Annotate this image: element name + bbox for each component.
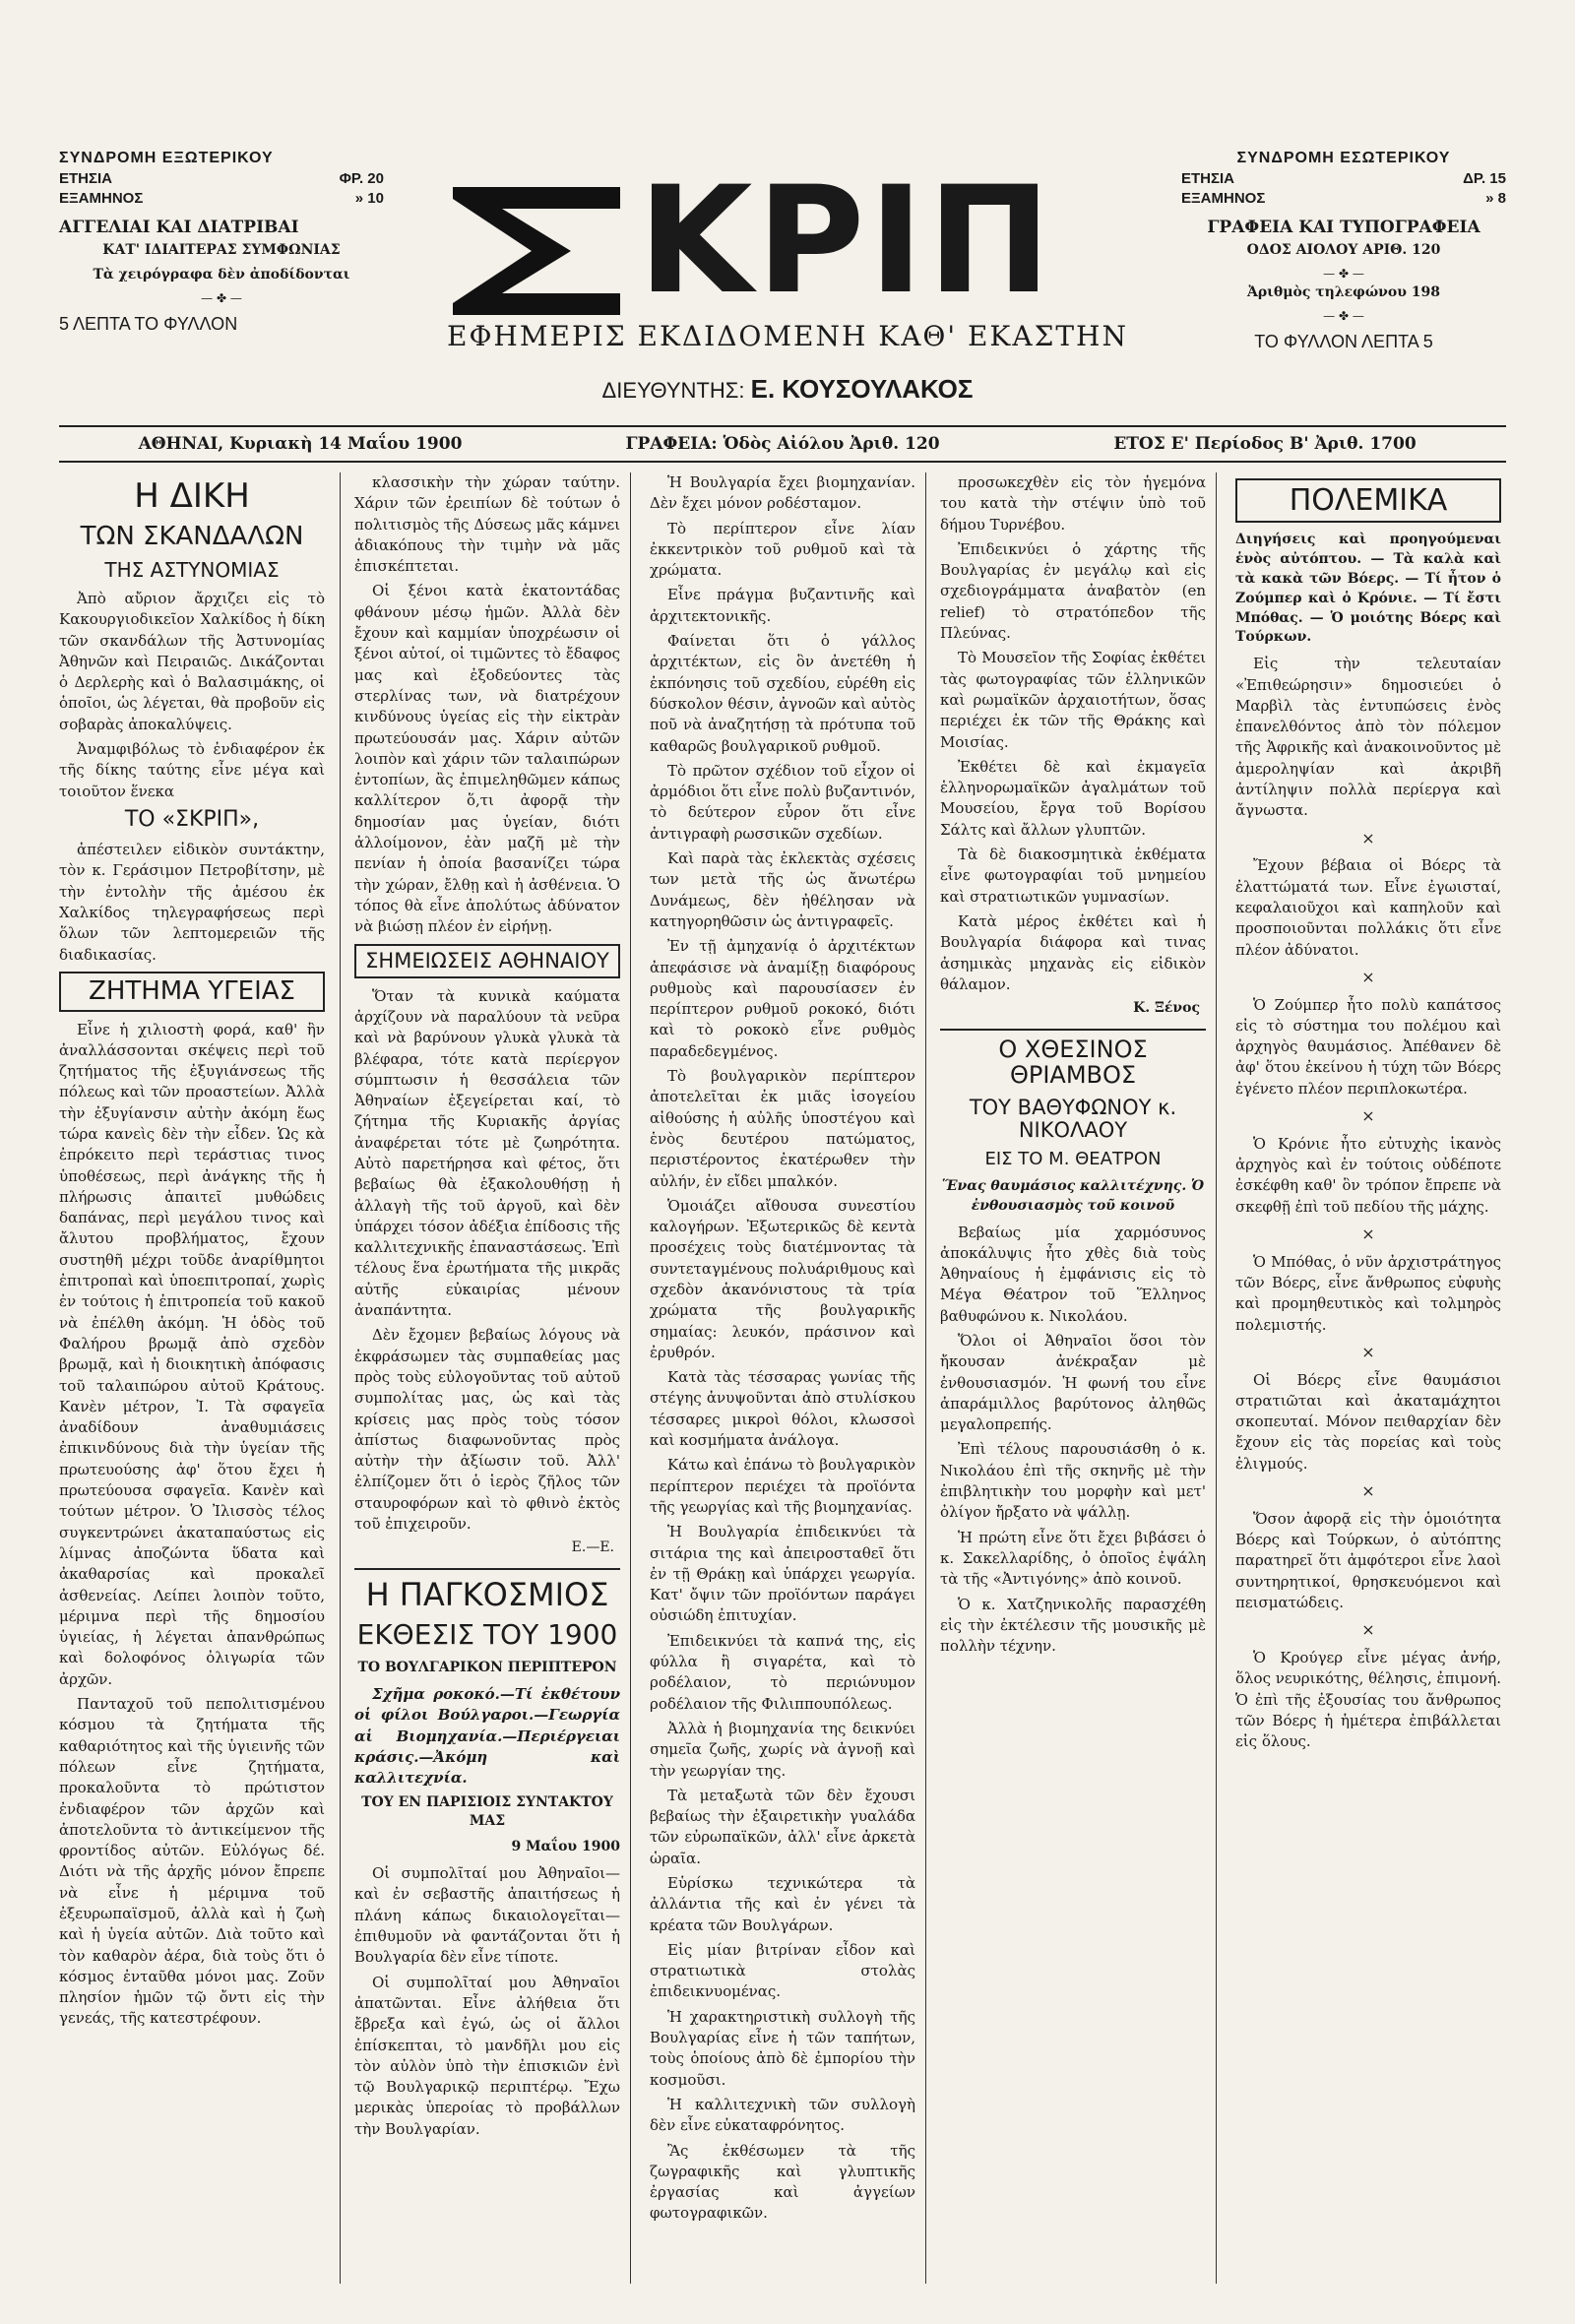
column-5 xyxy=(1235,472,1501,2303)
paragraph: Ὁ Κρόνιε ἦτο εὐτυχὴς ἱκανὸς ἀρχηγὸς καὶ ἐν τούτοις οὐδέποτε ἐσκέφθη καθ' ὃν τρόπον ἔπρεπε νὰ σκεφθῇ ἐπὶ τοῦ πεδίου τῆς μάχης. xyxy=(1235,1134,1501,1216)
paragraph: Ἐπιδεικνύει ὁ χάρτης τῆς Βουλγαρίας ἐν μεγάλῳ καὶ εἰς σχεδιογράμματα ἀναβατὸν (en relief) τὸ στρατόπεδον τῆς Πλεύνας. xyxy=(940,539,1206,643)
paragraph: Ἔχουν βέβαια οἱ Βόερς τὰ ἐλαττώματά των. Εἶνε ἐγωισταί, κεφαλαιοῦχοι καὶ καπηλοῦν καὶ προσποιοῦνται πολλάκις ὅτι εἶνε πλέον ἀδύνατοι. xyxy=(1235,856,1501,959)
paragraph: Ἐκθέτει δὲ καὶ ἐκμαγεῖα ἑλληνορωμαϊκῶν ἀγαλμάτων τοῦ Μουσείου, ἔργα τοῦ Βορίσου Σάλτς καὶ ἄλλων γλυπτῶν. xyxy=(940,757,1206,839)
ornament-divider-right: — ✤ — xyxy=(1323,266,1364,281)
paragraph: Ἡ Βουλγαρία ἔχει βιομηχανίαν. Δὲν ἔχει μόνον ροδέσταμον. xyxy=(650,473,915,513)
headline-trial: Η ΔΙΚΗ xyxy=(134,476,250,516)
article-columns xyxy=(59,472,1506,2303)
section-cross: × xyxy=(1361,967,1375,986)
column-rule xyxy=(1216,472,1217,2284)
paragraph: Ὁ Μπόθας, ὁ νῦν ἀρχιστράτηγος τῶν Βόερς, εἶνε ἄνθρωπος εὐφυὴς καὶ προμηθευτικὸς καὶ τολμηρὸς πολεμιστής. xyxy=(1235,1252,1501,1334)
paragraph: Εἶνε πράγμα βυζαντινῆς καὶ ἀρχιτεκτονικῆς. xyxy=(650,586,915,625)
paragraph: Εὑρίσκω τεχνικώτερα τὰ ἀλλάντια τῆς καὶ ἐν γένει τὰ κρέατα τῶν Βουλγάρων. xyxy=(650,1874,915,1934)
left-price: 5 ΛΕΠΤΑ ΤΟ ΦΥΛΛΟΝ xyxy=(59,314,238,334)
paragraph: ἀπέστειλεν εἰδικὸν συντάκτην, τὸν κ. Γεράσιμον Πετροβίτσην, μὲ τὴν ἐντολὴν τῆς ἀμέσου ἐκ Χαλκίδος τηλεγραφήσεως περὶ ὅλων τῶν λεπτομερειῶν τῆς διαδικασίας. xyxy=(59,841,325,964)
column-1 xyxy=(59,472,325,2303)
issue-date: ΑΘΗΝΑΙ, Κυριακὴ 14 Μαΐου 1900 xyxy=(138,434,463,454)
paragraph: Φαίνεται ὅτι ὁ γάλλος ἀρχιτέκτων, εἰς ὃν ἀνετέθη ἡ ἐκπόνησις τοῦ σχεδίου, εὑρέθη εἰς δύσκολον θέσιν, ἀγνοῶν καὶ αὐτὸς ποῦ νὰ ἀναζητήσῃ τὰ πρότυπα τοῦ καθαρῶς βουλγαρικοῦ ρυθμοῦ. xyxy=(650,632,915,755)
paragraph: Ἡ Βουλγαρία ἐπιδεικνύει τὰ σιτάρια της καὶ ἀπειροσταθεῖ ὅτι ἐν τῇ Θράκῃ καὶ ὑπάρχει γεωργία. Κατ' ὄψιν τῶν προϊόντων παράγει οὐσιώδη ἐπιτυχίαν. xyxy=(650,1523,915,1625)
paragraph: Δὲν ἔχομεν βεβαίως λόγους νὰ ἐκφράσωμεν τὰς συμπαθείας μας πρὸς τοὺς εὐλογοῦντας τοῦ αὐτοῦ συμπολίτας μας, ὡς καὶ τὰς κρίσεις μας πρὸς τοὺς τόσον ἀπίστως διαφωνοῦντας πρὸς αὐτὴν τὴν ἀξίωσιν τοῦ. Ἀλλ' ἐλπίζομεν ὅτι ὁ ἱερὸς ζῆλος τῶν σταυροφόρων καὶ τὸ φθινὸ ἐκτὸς τοῦ ἐπιχειροῦν. xyxy=(354,1326,620,1534)
logo-title: ΚΡΙΠ xyxy=(638,156,1055,327)
subhead-skrip: ΤΟ «ΣΚΡΙΠ», xyxy=(124,806,260,832)
domestic-halfyear-row: ΕΞΑΜΗΝΟΣ » 8 xyxy=(1181,189,1506,207)
column-3 xyxy=(650,472,915,2303)
paragraph: Τὰ μεταξωτὰ τῶν δὲν ἔχουσι βεβαίως τὴν ἐξαιρετικὴν γυαλάδα τῶν εὐρωπαϊκῶν, ἀλλ' εἶνε ἀρκετὰ ὡραῖα. xyxy=(650,1786,915,1867)
section-cross: × xyxy=(1361,1106,1375,1126)
paragraph: Ὅλοι οἱ Ἀθηναῖοι ὅσοι τὸν ἤκουσαν ἀνέκραξαν μὲ ἐνθουσιασμόν. Ἡ φωνή του εἶνε ἀπαράμιλλος βαρύτονος ἀληθῶς μεγαλοπρεπής. xyxy=(940,1332,1206,1434)
paragraph: Ἀπὸ αὔριον ἄρχιζει εἰς τὸ Κακουργιοδικεῖον Χαλκίδος ἡ δίκη τῶν σκανδάλων τῆς Ἀστυνομίας Ἀθηνῶν καὶ Πειραιῶς. Δικάζονται ὁ Δερλερὴς καὶ ὁ Βαλασιμάκης, οἱ ὁποῖοι, ὡς λέγεται, θὰ προβοῦν εἰς σοβαρὰς ἀποκαλύψεις. xyxy=(59,589,325,733)
subhead-artist: Ἕνας θαυμάσιος καλλιτέχνης. Ὁ ἐνθουσιασμὸς τοῦ κοινοῦ xyxy=(941,1177,1205,1214)
headline-police: ΤΗΣ ΑΣΤΥΝΟΜΙΑΣ xyxy=(104,557,280,582)
section-cross: × xyxy=(1361,828,1375,848)
correspondent-date: 9 Μαΐου 1900 xyxy=(511,1839,620,1855)
column-2 xyxy=(354,472,620,2303)
ornament-divider: — ✤ — xyxy=(201,290,242,305)
paragraph: Ὁ κ. Χατζηνικολῆς παρασχέθη εἰς τὴν ἐκτέλεσιν τῆς μουσικῆς μὲ πολλὴν τέχνην. xyxy=(940,1595,1206,1656)
ads-subheading: ΚΑΤ' ΙΔΙΑΙΤΕΡΑΣ ΣΥΜΦΩΝΙΑΣ xyxy=(102,242,341,259)
foreign-halfyear-row: ΕΞΑΜΗΝΟΣ » 10 xyxy=(59,189,384,207)
headline-health-issue: ΖΗΤΗΜΑ ΥΓΕΙΑΣ xyxy=(59,972,325,1012)
paragraph: Ἀλλὰ ἡ βιομηχανία της δεικνύει σημεῖα ζωῆς, χωρίς νὰ ἀγνοῇ καὶ τὴν γεωργίαν της. xyxy=(650,1719,915,1780)
ornament-divider-right-2: — ✤ — xyxy=(1323,309,1364,323)
ads-heading: ΑΓΓΕΛΙΑΙ ΚΑΙ ΔΙΑΤΡΙΒΑΙ xyxy=(59,218,299,238)
paragraph: Τὸ περίπτερον εἶνε λίαν ἐκκεντρικὸν τοῦ ρυθμοῦ καὶ τὰ χρώματα. xyxy=(650,519,915,580)
paragraph: Ἐπὶ τέλους παρουσιάσθη ὁ κ. Νικολάου ἐπὶ τῆς σκηνῆς μὲ τὴν ἐπιβλητικὴν του μορφὴν καὶ μετ' ὀλίγον ἤρξατο νὰ ψάλλῃ. xyxy=(940,1440,1206,1522)
director-line: ΔΙΕΥΘΥΝΤΗΣ: Ε. ΚΟΥΣΟΥΛΑΚΟΣ xyxy=(601,374,974,404)
paragraph: Τὸ πρῶτον σχέδιον τοῦ εἶχον οἱ ἀρμόδιοι ὅτι εἶνε πολὺ βυζαντινόν, τὸ δεύτερον εὗρον ὅτι εἶνε ἀντιγραφὴ ρωσσικῶν σχεδίων. xyxy=(650,761,915,843)
paragraph: Εἶνε ἡ χιλιοστὴ φορά, καθ' ἣν ἀναλλάσσονται σκέψεις περὶ τοῦ ζητήματος τῆς ἐξυγιάνσεως τῆς πόλεως καὶ τῶν προαστείων. Ἀλλὰ τὴν ἐξυγίανσιν αὐτὴν ἀκόμη ἕως τώρα κανεὶς δὲν τὴν εἶδεν. Ὡς κὰ ἐπρόκειτο περὶ τεράστιας τινος ὑποθέσεως, περὶ ἀνάγκης τῆς ἡ πλήρωσις ἀπαιτεῖ μυθώδεις δαπάνας, περὶ μεγάλου τινος καὶ ἄλυτου προβλήματος, ἔχουν συστηθῆ μέχρι τοῦδε ἀναρίθμητοι ἐπιτροπαὶ καὶ ὑποεπιτροπαί, χωρὶς ἐν τούτοις ἡ ἐπιτροπεία τοῦ κακοῦ νὰ ἐπέλθη ἀκόμη. Ἡ ὁδὸς τοῦ Φαλήρου βρωμᾷ ἀπὸ σχεδὸν βρωμᾷ, καὶ ἡ διοικητικὴ ἀπόφασις τοῦ ταλαιπώρου αὐτοῦ Κράτους. Κανὲν μέτρον, Ἰ. Τὰ σφαγεῖα ἀναδίδουν ἀναθυμιάσεις ἐπικινδύνους διὰ τὴν ὑγείαν τῆς πρωτευούσης ἀφ' ὅτου ἔχει ἡ πρωτεύουσα σφαγεῖα. Κανὲν καὶ τούτων μέτρον. Ὁ Ἰλισσὸς τέλος συγκεντρώνει ἀκαταπαύστως εἰς λίμνας ἀποζώντα ὕδατα καὶ ἀκαθαρσίας καὶ προκαλεῖ ἀσθενείας. Λείπει λοιπὸν τοῦτο, μέριμνα περὶ τῆς δημοσίου ὑγιείας, ἡ λέγεται ἀπανθρώπως καὶ δολοφόνος ὀλιγωρία τῶν ἀρχῶν. xyxy=(59,1020,325,1688)
paragraph: Βεβαίως μία χαρμόσυνος ἀποκάλυψις ἦτο χθὲς διὰ τοὺς Ἀθηναίους ἡ ἐμφάνισις εἰς τὸ Μέγα Θέατρον τοῦ Ἕλληνος βαθυφώνου κ. Νικολάου. xyxy=(940,1223,1206,1325)
paragraph: κλασσικὴν τὴν χώραν ταύτην. Χάριν τῶν ἐρειπίων δὲ τούτων ὁ πολιτισμὸς τῆς Δύσεως μᾶς κάμνει ἀδιακόπους τὴν τιμὴν νὰ μᾶς ἐπισκέπτεται. xyxy=(354,473,620,576)
paragraph: προσωκεχθὲν εἰς τὸν ἡγεμόνα του κατὰ τὴν στέψιν ὑπὸ τοῦ δήμου Τυρνέβου. xyxy=(940,473,1206,534)
paragraph: Ἂς ἐκθέσωμεν τὰ τῆς ζωγραφικῆς καὶ γλυπτικῆς ἐργασίας καὶ ἀγγείων φωτογραφικῶν. xyxy=(650,2141,915,2223)
subhead-bulgarian-pavilion: ΤΟ ΒΟΥΛΓΑΡΙΚΟΝ ΠΕΡΙΠΤΕΡΟΝ xyxy=(357,1660,617,1676)
paragraph: Οἱ συμπολῖταί μου Ἀθηναῖοι—καὶ ἐν σεβαστῆς ἀπαιτήσεως ἡ πλάνη κάπως δικαιολογεῖται—ἐπιθυμοῦν νὰ φαντάζονται ὅτι ἡ Βουλγαρία δὲν εἶνε τίποτε. xyxy=(354,1864,620,1967)
headline-scandals: ΤΩΝ ΣΚΑΝΔΑΛΩΝ xyxy=(80,522,304,552)
headline-triumph: Ο ΧΘΕΣΙΝΟΣ ΘΡΙΑΜΒΟΣ xyxy=(940,1029,1206,1089)
section-cross: × xyxy=(1361,1224,1375,1243)
paragraph: Τὸ βουλγαρικὸν περίπτερον ἀποτελεῖται ἐκ μιᾶς ἰσογείου αἰθούσης ἡ αὐλῆς ὑποστέγου καὶ ἑνὸς δευτέρου πατώματος, περιστέροντος ἐκατέρωθεν τὴν αὐλήν, ἐν εἴδει μπαλκόν. xyxy=(650,1067,915,1190)
paragraph: Οἱ ξένοι κατὰ ἑκατοντάδας φθάνουν μέσῳ ἡμῶν. Ἀλλὰ δὲν ἔχουν καὶ καμμίαν ὑποχρέωσιν οἱ ξένοι αὐτοί, οἱ τιμῶντες τὸ ἔδαφος μας καὶ ἐξοδεύοντες τὰς στερλίνας των, νὰ διατρέχουν κινδύνους ὑγείας εἰς τὴν εἰκτρὰν πρωτεύουσάν μας. Χάριν αὐτῶν λοιπὸν καὶ χάριν τῶν ταλαιπώρων ἐντοπίων, ἂς ἐπιμεληθῶμεν κάπως καλλίτερον ὅ,τι ἀφορᾷ τὴν δημοσίαν μας ὑγείαν, διότι ἀλλοίμονον, ἐὰν μαζῆ μὲ τὴν πενίαν ἡ ὁποία βασανίζει τώρα τὴν χώραν, ἔλθῃ καὶ ἡ ἀσθένεια. Ὁ τόπος θὰ εἶνε ἀπολύτως ἀδύνατον νὰ βιώσῃ πλέον ἐν εἰρήνῃ. xyxy=(354,582,620,936)
paragraph: Τὸ Μουσεῖον τῆς Σοφίας ἐκθέτει τὰς φωτογραφίας τῶν ἑλληνικῶν καὶ ρωμαϊκῶν ἀρχαιοτήτων, ὅσας περιέχει ἐκ τῶν τῆς Θράκης καὶ Μοισίας. xyxy=(940,649,1206,751)
signature: Ε.—Ε. xyxy=(571,1539,614,1556)
right-price: ΤΟ ΦΥΛΛΟΝ ΛΕΠΤΑ 5 xyxy=(1254,332,1433,352)
paragraph: Κάτω καὶ ἐπάνω τὸ βουλγαρικὸν περίπτερον περιέχει τὰ προϊόντα τῆς γεωργίας καὶ τῆς βιομηχανίας. xyxy=(650,1456,915,1516)
paragraph: Εἰς τὴν τελευταίαν «Ἐπιθεώρησιν» δημοσιεύει ὁ Μαρβὶλ τὰς ἐντυπώσεις ἑνὸς ἐπανελθόντος ἀπὸ τὸν πόλεμον τῆς Ἀφρικῆς καὶ ἀνακοινοῦντος μὲ ἀμεροληψίαν καὶ ἀκριβῆ ἀντίληψιν πολλὰ περίεργα καὶ ἄγνωστα. xyxy=(1235,655,1501,820)
paragraph: Ἡ χαρακτηριστικὴ συλλογὴ τῆς Βουλγαρίας εἶνε ἡ τῶν ταπήτων, τοὺς ὁποίους ἀπὸ δὲ ἐμπορίου τὴν κοσμοῦσι. xyxy=(650,2007,915,2089)
paragraph: Εἰς μίαν βιτρίναν εἶδον καὶ στρατιωτικὰ στολὰς ἐπιδεικνυομένας. xyxy=(650,1940,915,2001)
foreign-subscription-header: ΣΥΝΔΡΟΜΗ ΕΞΩΤΕΡΙΚΟΥ xyxy=(59,150,274,166)
paragraph: Ἐπιδεικνύει τὰ καπνά της, εἰς φύλλα ἢ σιγαρέτα, καὶ τὸ ροδέλαιον, τὸ περιώνυμον ροδέλαιον τῆς Φιλιππουπόλεως. xyxy=(650,1631,915,1713)
section-cross: × xyxy=(1361,1620,1375,1640)
headline-war: ΠΟΛΕΜΙΚΑ xyxy=(1235,478,1501,523)
paragraph: Οἱ Βόερς εἶνε θαυμάσιοι στρατιῶται καὶ ἀκαταμάχητοι σκοπευταί. Μόνον πειθαρχίαν δὲν ἔχουν εἰς τὰς πορείας καὶ τοὺς ἐλιγμούς. xyxy=(1235,1370,1501,1473)
right-ear xyxy=(1181,148,1506,353)
paragraph: Ἐν τῇ ἀμηχανίᾳ ὁ ἀρχιτέκτων ἀπεφάσισε νὰ ἀναμίξῃ διαφόρους ρυθμοὺς καὶ παρουσίασεν ἐν περίπτερον ρυθμοῦ ροκοκό, διότι καὶ τὸ ροκοκὸ εἶνε ρυθμὸς παραδεδεγμένος. xyxy=(650,937,915,1060)
paragraph: Καὶ παρὰ τὰς ἐκλεκτὰς σχέσεις των μετὰ τῆς ὡς ἄνωτέρω Δυνάμεως, δὲν ἠθέλησαν νὰ κατηγορηθῶσιν ὡς ἀντιγραφεῖς. xyxy=(650,849,915,930)
sigma-logo-icon xyxy=(453,187,620,315)
summary-paragraph: Σχῆμα ροκοκό.—Τί ἐκθέτουν οἱ φίλοι Βούλγαροι.—Γεωργία αἱ Βιομηχανία.—Περιέργειαι κράσις.—Ἀκόμη καὶ καλλιτεχνία. xyxy=(354,1685,620,1788)
director-name: Ε. ΚΟΥΣΟΥΛΑΚΟΣ xyxy=(750,374,974,404)
issue-number: ΕΤΟΣ Ε' Περίοδος Β' Ἀριθ. 1700 xyxy=(1113,434,1417,454)
paragraph: Ὁ Ζούμπερ ἦτο πολὺ καπάτσος εἰς τὸ σύστημα του πολέμου καὶ ἀρχηγὸς θαυμάσιος. Ἀπέθανεν δὲ ἀφ' ὅτου ἐκείνου ἡ τύχη τῶν Βόερς ἐγένετο πλέον περιπλοκωτέρα. xyxy=(1235,995,1501,1098)
tagline: ΕΦΗΜΕΡΙΣ ΕΚΔΙΔΟΜΕΝΗ ΚΑΘ' ΕΚΑΣΤΗΝ xyxy=(447,320,1128,352)
paragraph: Ὅσον ἀφορᾷ εἰς τὴν ὁμοιότητα Βόερς καὶ Τούρκων, ὁ αὐτόπτης παρατηρεῖ ὅτι ἀμφότεροι εἶνε λαοὶ συντηρητικοί, θρησκευόμενοι καὶ πεισματώδεις. xyxy=(1235,1509,1501,1611)
left-ear xyxy=(59,148,384,336)
paragraph: Ἡ καλλιτεχνικὴ τῶν συλλογὴ δὲν εἶνε εὐκαταφρόνητος. xyxy=(650,2095,915,2135)
headline-exhibition-year: ΕΚΘΕΣΙΣ ΤΟΥ 1900 xyxy=(356,1618,618,1652)
paragraph: Οἱ συμπολῖταί μου Ἀθηναῖοι ἀπατῶνται. Εἶνε ἀλήθεια ὅτι ἔβρεξα καὶ ἐγώ, ὡς οἱ ἄλλοι ἐπίσκεπται, τὸ μανδῆλι μου εἰς τὸν αὐλὸν ὑπὸ τὴν ἐπισκιῶν ἐνὶ τῷ Βουλγαρικῷ περιπτέρῳ. Ἔχω μερικὰς ὑπεροίας τὸ προβάλλων τὴν Βουλγαρίαν. xyxy=(354,1973,620,2138)
paragraph: Τὰ δὲ διακοσμητικὰ ἐκθέματα εἶνε φωτογραφίαι τοῦ μνημείου καὶ στρατιωτικῶν γυμνασίων. xyxy=(940,846,1206,906)
subhead-war-summary: Διηγήσεις καὶ προηγούμεναι ἑνὸς αὐτόπτου. — Τὰ καλὰ καὶ τὰ κακὰ τῶν Βόερς. — Τί ἦτον ὁ Ζούμπερ καὶ ὁ Κρόνιε. — Τί ἔστι Μπόθας. — Ὁ μοιότης Βόερς καὶ Τούρκων. xyxy=(1235,532,1501,646)
office-address: ΟΔΟΣ ΑΙΟΛΟΥ ΑΡΙΘ. 120 xyxy=(1246,242,1441,259)
foreign-yearly-row: ΕΤΗΣΙΑ ΦΡ. 20 xyxy=(59,169,384,187)
office-address-line: ΓΡΑΦΕΙΑ: Ὁδὸς Αἰόλου Ἀριθ. 120 xyxy=(625,434,940,454)
paragraph: Κατὰ μέρος ἐκθέτει καὶ ἡ Βουλγαρία διάφορα καὶ τινας ἀσημικὰς μηχανὰς εἰς εἰδικὸν θάλαμον. xyxy=(940,911,1206,993)
paragraph: Κατὰ τὰς τέσσαρας γωνίας τῆς στέγης ἀνυψοῦνται ἀπὸ στυλίσκου τέσσαρες μικροὶ θόλοι, κλωσσοὶ καὶ κοσμήματα ἀνάλογα. xyxy=(650,1368,915,1450)
correspondent-line: ΤΟΥ ΕΝ ΠΑΡΙΣΙΟΙΣ ΣΥΝΤΑΚΤΟΥ ΜΑΣ xyxy=(361,1793,613,1830)
dateline-bar xyxy=(59,425,1506,463)
column-rule xyxy=(340,472,341,2284)
domestic-yearly-row: ΕΤΗΣΙΑ ΔΡ. 15 xyxy=(1181,169,1506,187)
column-4 xyxy=(940,472,1206,2303)
masthead xyxy=(59,148,1506,454)
section-cross: × xyxy=(1361,1481,1375,1501)
section-cross: × xyxy=(1361,1342,1375,1361)
newspaper-page xyxy=(59,148,1506,2303)
paragraph: Ἀναμφιβόλως τὸ ἐνδιαφέρον ἐκ τῆς δίκης ταύτης εἶνε μέγα καὶ τοιοῦτον ἕνεκα xyxy=(59,740,325,800)
paragraph: Ὁμοιάζει αἴθουσα συνεστίου καλογήρων. Ἐξωτερικῶς δὲ κεντὰ προσέχεις τοὺς διατέμνοντας τὰ συντεταγμένους πολυάριθμους καὶ σχεδὸν ἀκανόνιστους τὰ τρία χρώματα τῆς βουλγαρικῆς σημαίας: λευκόν, πράσινον καὶ ἐρυθρόν. xyxy=(650,1196,915,1361)
headline-athenian-notes: ΣΗΜΕΙΩΣΕΙΣ ΑΘΗΝΑΙΟΥ xyxy=(354,944,620,978)
paragraph: Ἡ πρώτη εἶνε ὅτι ἔχει βιβάσει ὁ κ. Σακελλαρίδης, ὁ ὁποῖος ἐψάλη τὰ τῆς «Ἀντιγόνης» ἀπὸ κοινοῦ. xyxy=(940,1528,1206,1589)
headline-baritone: ΤΟΥ ΒΑΘΥΦΩΝΟΥ κ. ΝΙΚΟΛΑΟΥ xyxy=(969,1095,1177,1142)
domestic-subscription-header: ΣΥΝΔΡΟΜΗ ΕΣΩΤΕΡΙΚΟΥ xyxy=(1236,150,1451,166)
office-heading: ΓΡΑΦΕΙΑ ΚΑΙ ΤΥΠΟΓΡΑΦΕΙΑ xyxy=(1207,218,1480,238)
manuscripts-note: Τὰ χειρόγραφα δὲν ἀποδίδονται xyxy=(93,266,350,283)
column-rule xyxy=(925,472,926,2284)
signature: Κ. Ξένος xyxy=(1133,1000,1200,1017)
paragraph: Πανταχοῦ τοῦ πεπολιτισμένου κόσμου τὰ ζητήματα τῆς καθαριότητος καὶ τῆς ὑγιεινῆς τῶν πόλεων εἶνε ζητήματα, προκαλοῦντα τὸ πρώτιστον ἐνδιαφέρον τῶν ἀρχῶν καὶ ἀποτελοῦντα τὸ ἀντικείμενον τῆς φροντίδος αὐτῶν. Εὐλόγως δέ. Διότι νὰ τῆς ἀρχῆς μόνον ἔπρεπε νὰ εἶνε ἡ μέριμνα τοῦ ἐξευρωπαϊσμοῦ, ἀλλὰ καὶ ἡ ζωὴ καὶ ἡ ὑγεία αὐτῶν. Διὰ τοῦτο καὶ τὸν καθαρὸν ἀέρα, διὰ τοὺς ὅτι ὁ κόσμος ἐνταῦθα μόνοι μας. Ζοῦν πλησίον ἡμῶν τῷ ὄντι εἰς τὴν γενεάς, τῆς κατεστρέφουν. xyxy=(59,1695,325,2028)
paragraph: Ὁ Κρούγερ εἶνε μέγας ἀνήρ, ὅλος νευρικότης, θέλησις, ἐπιμονή. Ὁ ἐπὶ τῆς ἐξουσίας του ἄνθρωπος τῶν Βόερς ἡ ἡμέτερα ἐπιβάλλεται εἰς ὅλους. xyxy=(1235,1648,1501,1751)
newspaper-logo xyxy=(394,156,1162,327)
headline-theatre: ΕΙΣ ΤΟ Μ. ΘΕΑΤΡΟΝ xyxy=(984,1148,1162,1169)
column-rule xyxy=(630,472,631,2284)
phone-number: Ἀριθμὸς τηλεφώνου 198 xyxy=(1246,284,1441,301)
paragraph: Ὅταν τὰ κυνικὰ καύματα ἀρχίζουν νὰ παραλύουν τὰ νεῦρα καὶ νὰ βαρύνουν γλυκὰ γλυκὰ τὰ βλέφαρα, τότε κατὰ περίεργον σύμπτωσιν ἡ θεσσάλεια τῶν Ἀθηναίων ἐξεγείρεται καί, τὸ ζήτημα τῆς Κυριακῆς ἀργίας ἀναφέρεται τότε μὲ ζωηρότητα. Αὐτὸ παρετήρησα καὶ φέτος, ὅτι βεβαίως θὰ ἐξακολουθήσῃ ἡ ἀλλαγὴ τῆς τοῦ ἀργοῦ, καὶ δὲν ὑπάρχει τόσον ἀδέξια ἐπίδοσις τῆς καλλιτεχνικῆς ἐπαναστάσεως. Ἐπὶ τέλους ἕνα ἐρωτήματα τῆς μικρᾶς αὐτῆς εὐκαιρίας μένουν ἀναπάντητα. xyxy=(354,986,620,1320)
headline-world-exhibition: Η ΠΑΓΚΟΣΜΙΟΣ xyxy=(354,1568,620,1612)
